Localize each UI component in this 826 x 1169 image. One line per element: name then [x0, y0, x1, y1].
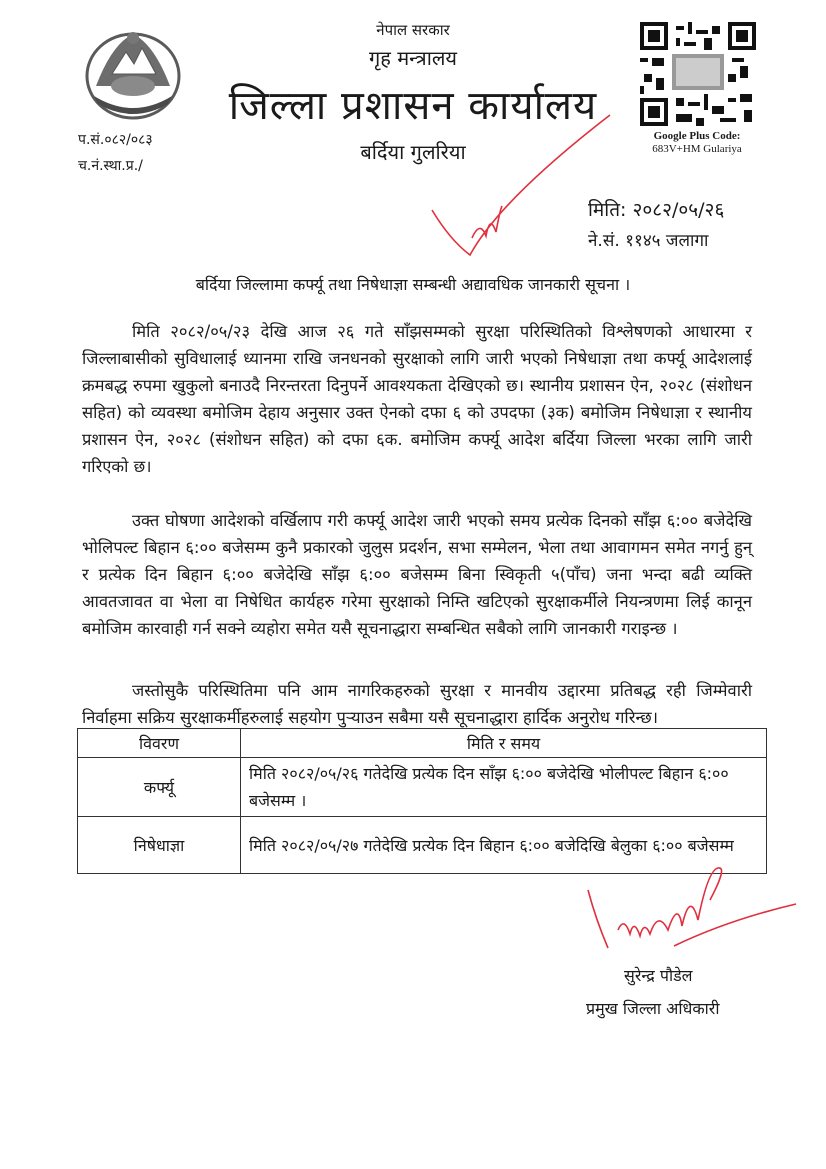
nepal-samvat-date: ने.सं. ११४५ जलागा — [588, 231, 709, 251]
office-location: बर्दिया गुलरिया — [360, 140, 466, 164]
notice-subject: बर्दिया जिल्लामा कर्फ्यू तथा निषेधाज्ञा सम्बन्धी अद्यावधिक जानकारी सूचना । — [195, 275, 631, 294]
ministry-name: गृह मन्त्रालय — [368, 46, 458, 70]
plus-code-label: Google Plus Code: — [653, 130, 741, 142]
office-title: जिल्ला प्रशासन कार्यालय — [228, 83, 598, 129]
signatory-title: प्रमुख जिल्ला अधिकारी — [586, 999, 720, 1018]
column-header-detail: विवरण — [78, 729, 241, 758]
signatory-name: सुरेन्द्र पौडेल — [624, 966, 693, 985]
plus-code-value: 683V+HM Gulariya — [652, 143, 742, 155]
plus-code — [622, 130, 772, 156]
dispatch-number: च.नं.स्था.प्र./ — [78, 158, 143, 174]
paragraph-1-text: मिति २०८२/०५/२३ देखि आज २६ गते साँझसम्मको सुरक्षा परिस्थितिको विश्लेषणको आधारमा र जिल्लाबासीको सुविधालाई ध्यानमा राखि जनधनको सुरक्षाको लागि जारी भएको निषेधाज्ञा तथा कर्फ्यू आदेशलाई क्रमबद्ध रुपमा खुकुलो बनाउदै निरन्तरता दिनुपर्ने आवश्यकता देखिएको छ। स्थानीय प्रशासन ऐन, २०२८ (संशोधन सहित) को व्यवस्था बमोजिम देहाय अनुसार उक्त ऐनको दफा ६ को उपदफा (३क) बमोजिम निषेधाज्ञा र स्थानीय प्रशासन ऐन, २०२८ (संशोधन सहित) को दफा ६क. बमोजिम कर्फ्यू आदेश बर्दिया जिल्ला भरका लागि जारी गरिएको छ। — [82, 322, 752, 476]
paragraph-3-text: जस्तोसुकै परिस्थितिमा पनि आम नागरिकहरुको सुरक्षा र मानवीय उद्दारमा प्रतिबद्ध रही जिम्मेवारी निर्वाहमा सक्रिय सुरक्षाकर्मीहरुलाई सहयोग पुऱ्याउन सबैमा यसै सूचनाद्धारा हार्दिक अनुरोध गरिन्छ। — [82, 681, 752, 727]
row-value-curfew: मिति २०८२/०५/२६ गतेदेखि प्रत्येक दिन साँझ ६:०० बजेदेखि भोलीपल्ट बिहान ६:०० बजेसम्म । — [241, 758, 767, 817]
schedule-table — [77, 728, 767, 874]
paragraph-1 — [82, 318, 752, 480]
issue-date: मिति: २०८२/०५/२६ — [588, 199, 725, 221]
qr-code-icon — [640, 22, 756, 126]
ref-fiscal-number: प.सं.०८२/०८३ — [78, 132, 153, 148]
paragraph-2-text: उक्त घोषणा आदेशको वर्खिलाप गरी कर्फ्यू आदेश जारी भएको समय प्रत्येक दिनको साँझ ६:०० बजेदेखि भोलिपल्ट बिहान ६:०० बजेसम्म कुनै प्रकारको जुलुस प्रदर्शन, सभा सम्मेलन, भेला तथा आवागमन समेत नगर्नु हुन् र प्रत्येक दिन बिहान ६:०० बजेदेखि साँझ ६:०० बजेसम्म बिना स्विकृती ५(पाँच) जना भन्दा बढी व्यक्ति आवतजावत वा भेला वा निषेधित कार्यहरु गरेमा सुरक्षाको निम्ति खटिएको सुरक्षाकर्मीले नियन्त्रणमा लिई कानून बमोजिम कारवाही गर्न सक्ने व्यहोरा समेत यसै सूचनाद्धारा सम्बन्धित सबैको लागि जानकारी गराइन्छ । — [82, 511, 752, 638]
paragraph-3 — [82, 677, 752, 731]
paragraph-2 — [82, 507, 752, 642]
row-label-prohibitory-order: निषेधाज्ञा — [78, 817, 241, 874]
country-name: नेपाल सरकार — [376, 21, 450, 39]
column-header-date-time: मिति र समय — [241, 729, 767, 758]
table-row — [78, 758, 767, 817]
officer-signature-icon — [578, 860, 798, 950]
table-header-row — [78, 729, 767, 758]
row-value-prohibitory-order: मिति २०८२/०५/२७ गतेदेखि प्रत्येक दिन बिहान ६:०० बजेदिखि बेलुका ६:०० बजेसम्म — [241, 817, 767, 874]
row-label-curfew: कर्फ्यू — [78, 758, 241, 817]
